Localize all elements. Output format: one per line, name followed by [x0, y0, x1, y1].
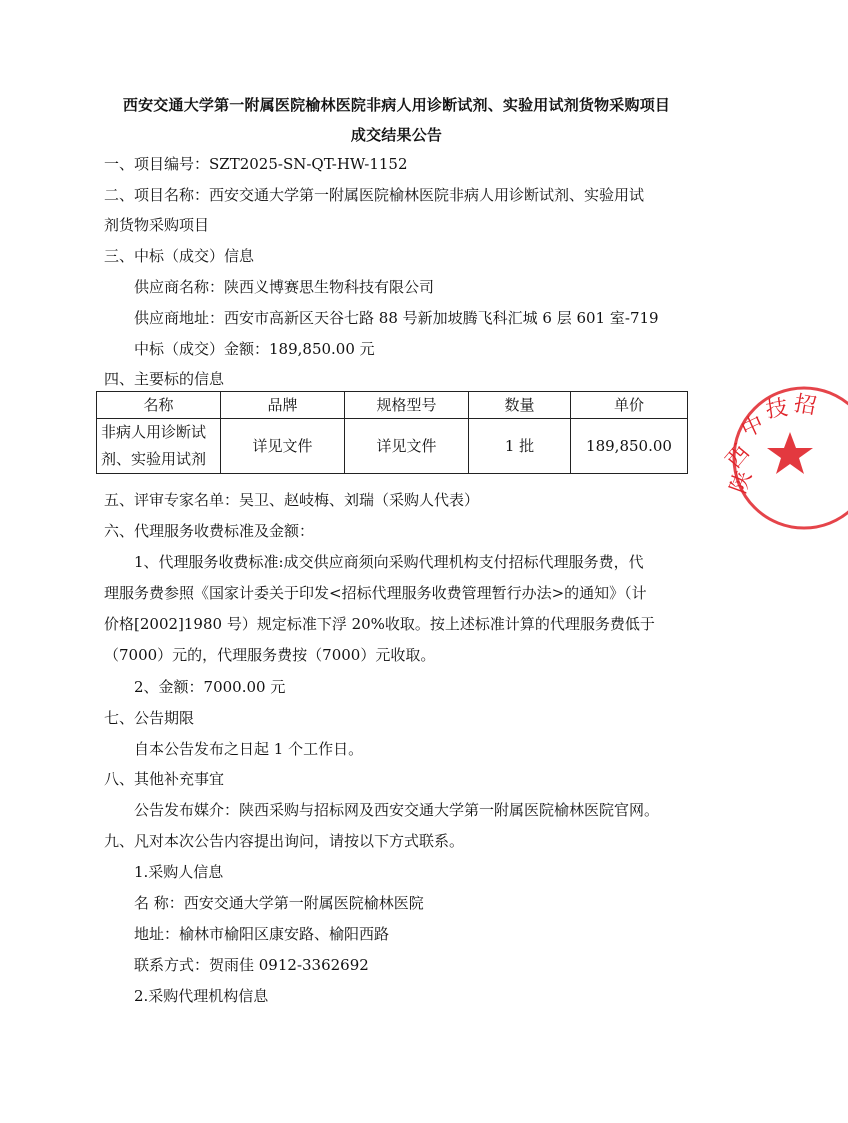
- table-header-cell: 单价: [571, 392, 688, 419]
- table-header-row: [97, 392, 688, 419]
- table-header-cell: 品牌: [221, 392, 345, 419]
- item-spec-cell: 详见文件: [345, 419, 469, 474]
- seal-char: 招: [792, 391, 819, 420]
- project-name: 二、项目名称：西安交通大学第一附属医院榆林医院非病人用诊断试剂、实验用试: [104, 186, 645, 204]
- agency-info-heading: 2.采购代理机构信息: [134, 987, 269, 1005]
- section-notice-period: 七、公告期限: [104, 709, 195, 727]
- fee-amount: 2、金额：7000.00 元: [134, 678, 286, 696]
- item-price-cell: 189,850.00: [571, 419, 688, 474]
- title-line-2: 成交结果公告: [350, 126, 443, 144]
- table-header-cell: 名称: [97, 392, 221, 419]
- purchaser-address: 地址：榆林市榆阳区康安路、榆阳西路: [134, 925, 390, 943]
- section-other-matters: 八、其他补充事宜: [104, 770, 225, 788]
- item-brand-cell: 详见文件: [221, 419, 345, 474]
- item-name-line-2: 剂、实验用试剂: [101, 450, 207, 468]
- fee-standard-line-2: 理服务费参照《国家计委关于印发<招标代理服务收费管理暂行办法>的通知》（计: [104, 584, 647, 602]
- items-table: [96, 391, 688, 474]
- review-experts: 五、评审专家名单：吴卫、赵岐梅、刘瑞（采购人代表）: [104, 491, 480, 509]
- supplier-address: 供应商地址：西安市高新区天谷七路 88 号新加坡腾飞科汇城 6 层 601 室-719: [134, 309, 659, 327]
- award-amount: 中标（成交）金额：189,850.00 元: [134, 340, 375, 358]
- publication-media: 公告发布媒介：陕西采购与招标网及西安交通大学第一附属医院榆林医院官网。: [134, 801, 660, 819]
- table-header-cell: 规格型号: [345, 392, 469, 419]
- project-number: 一、项目编号：SZT2025-SN-QT-HW-1152: [104, 155, 408, 173]
- title-line-1: 西安交通大学第一附属医院榆林医院非病人用诊断试剂、实验用试剂货物采购项目: [122, 96, 671, 114]
- fee-standard-line-1: 1、代理服务收费标准:成交供应商须向采购代理机构支付招标代理服务费，代: [134, 553, 644, 571]
- seal-char: 技: [764, 395, 790, 424]
- section-award-info: 三、中标（成交）信息: [104, 247, 255, 265]
- item-name-line-1: 非病人用诊断试: [101, 423, 207, 441]
- seal-char: 陕: [726, 467, 758, 497]
- purchaser-name: 名 称：西安交通大学第一附属医院榆林医院: [134, 894, 424, 912]
- seal-char: 西: [721, 440, 755, 474]
- table-header-cell: 数量: [469, 392, 571, 419]
- table-row: [97, 419, 688, 474]
- notice-period-text: 自本公告发布之日起 1 个工作日。: [134, 740, 364, 758]
- item-name-cell: [97, 419, 221, 474]
- fee-standard-line-3: 价格[2002]1980 号）规定标准下浮 20%收取。按上述标准计算的代理服务费低于: [104, 615, 655, 633]
- seal-star-icon: [767, 432, 813, 474]
- project-name-cont: 剂货物采购项目: [104, 216, 210, 234]
- seal-char: 中: [737, 411, 768, 444]
- supplier-name: 供应商名称：陕西义博赛思生物科技有限公司: [134, 278, 435, 296]
- fee-standard-line-4: （7000）元的，代理服务费按（7000）元收取。: [104, 646, 436, 664]
- red-seal-stamp: [718, 382, 848, 532]
- section-agency-fee: 六、代理服务收费标准及金额：: [104, 522, 315, 540]
- purchaser-info-heading: 1.采购人信息: [134, 863, 224, 881]
- item-qty-cell: 1 批: [469, 419, 571, 474]
- section-main-items: 四、主要标的信息: [104, 370, 225, 388]
- section-contact: 九、凡对本次公告内容提出询问，请按以下方式联系。: [104, 832, 465, 850]
- purchaser-contact: 联系方式：贺雨佳 0912-3362692: [134, 956, 369, 974]
